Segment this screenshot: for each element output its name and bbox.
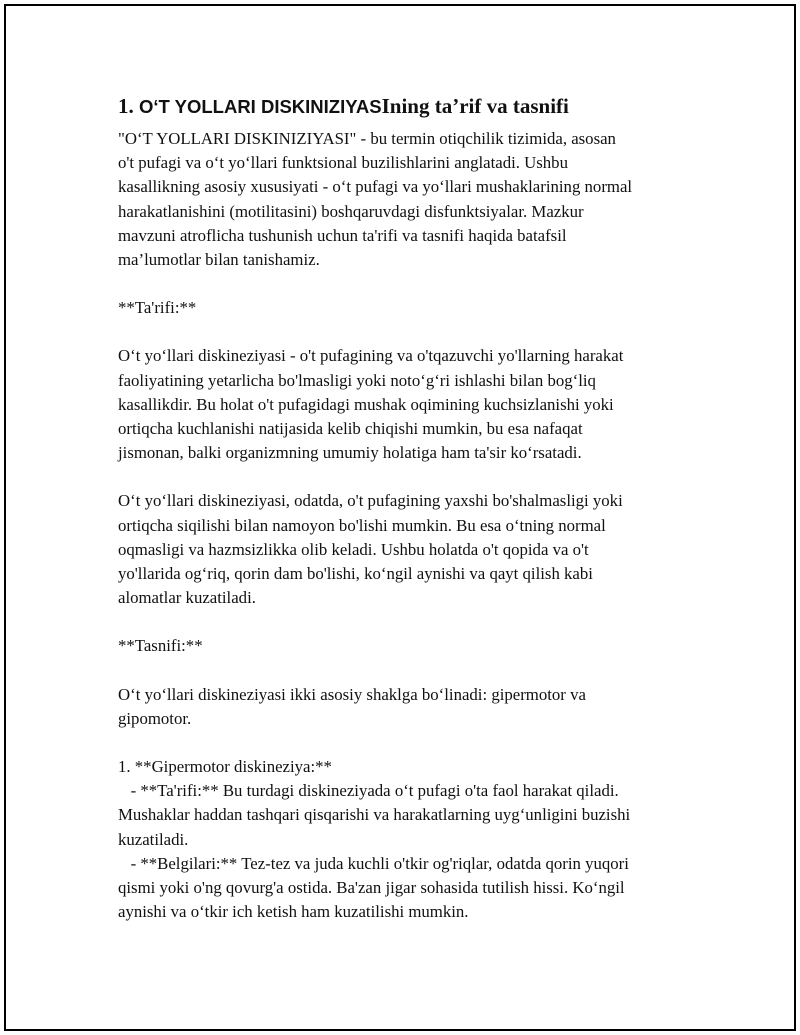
symptoms-paragraph: O‘t yo‘llari diskineziyasi, odatda, o't pufagining yaxshi bo'shalmasligi yoki ortiqcha siqilishi bilan namoyon bo'lishi mumkin. Bu esa o‘tning normal oqmasligi va hazmsizlikka olib keladi. Ushbu holatda o't qopida va o't yo'llarida og‘riq, qorin dam bo'lishi, ko‘ngil aynishi va qayt qilish kabi alomatlar kuzatiladi. [118,491,623,608]
intro-paragraph: "O‘T YOLLARI DISKINIZIYASI" - bu termin otiqchilik tizimida, asosan o't pufagi va o‘t yo‘llari funktsional buzilishlarini anglatadi. Ushbu kasallikning asosiy xususiyati - o‘t pufagi va yo‘llari mushaklarining normal harakatlanishini (motilitasini) boshqaruvdagi disfunktsiyalar. Mazkur mavzuni atroflicha tushunish uchun ta'rifi va tasnifi haqida batafsil ma’lumotlar bilan tanishamiz. [118,129,633,270]
document-body [118,92,698,924]
title-suffix: Ining ta’rif va tasnifi [381,94,569,118]
definition-heading: **Ta'rifi:** [118,298,197,318]
classification-paragraph: O‘t yo‘llari diskineziyasi ikki asosiy shaklga bo‘linadi: gipermotor va gipomotor. [118,684,586,728]
title-term: O‘T YOLLARI DISKINIZIYAS [139,96,382,117]
classification-heading: **Tasnifi:** [118,636,203,656]
hypermotor-section: 1. **Gipermotor diskineziya:** - **Ta'rifi:** Bu turdagi diskineziyada o‘t pufagi o'ta faol harakat qiladi. Mushaklar haddan tashqari qisqarishi va harakatlarning uyg‘unligini buzishi kuzatiladi. - **Belgilari:** Tez-tez va juda kuchli o'tkir og'riqlar, odatda qorin yuqori qismi yoki o'ng qovurg'a ostida. Ba'zan jigar sohasida tutilish hissi. Ko‘ngil aynishi va o‘tkir ich ketish ham kuzatilishi mumkin. [118,757,631,922]
definition-paragraph: O‘t yo‘llari diskineziyasi - o't pufagining va o'tqazuvchi yo'llarning harakat faoliyatining yetarlicha bo'lmasligi yoki noto‘g‘ri ishlashi bilan bog‘liq kasallikdir. Bu holat o't pufagidagi mushak oqimining kuchsizlanishi yoki ortiqcha kuchlanishi natijasida kelib chiqishi mumkin, bu esa nafaqat jismonan, balki organizmning umumiy holatiga ham ta'sir ko‘rsatadi. [118,346,624,463]
document-title [118,92,698,121]
title-prefix: 1. [118,94,139,118]
